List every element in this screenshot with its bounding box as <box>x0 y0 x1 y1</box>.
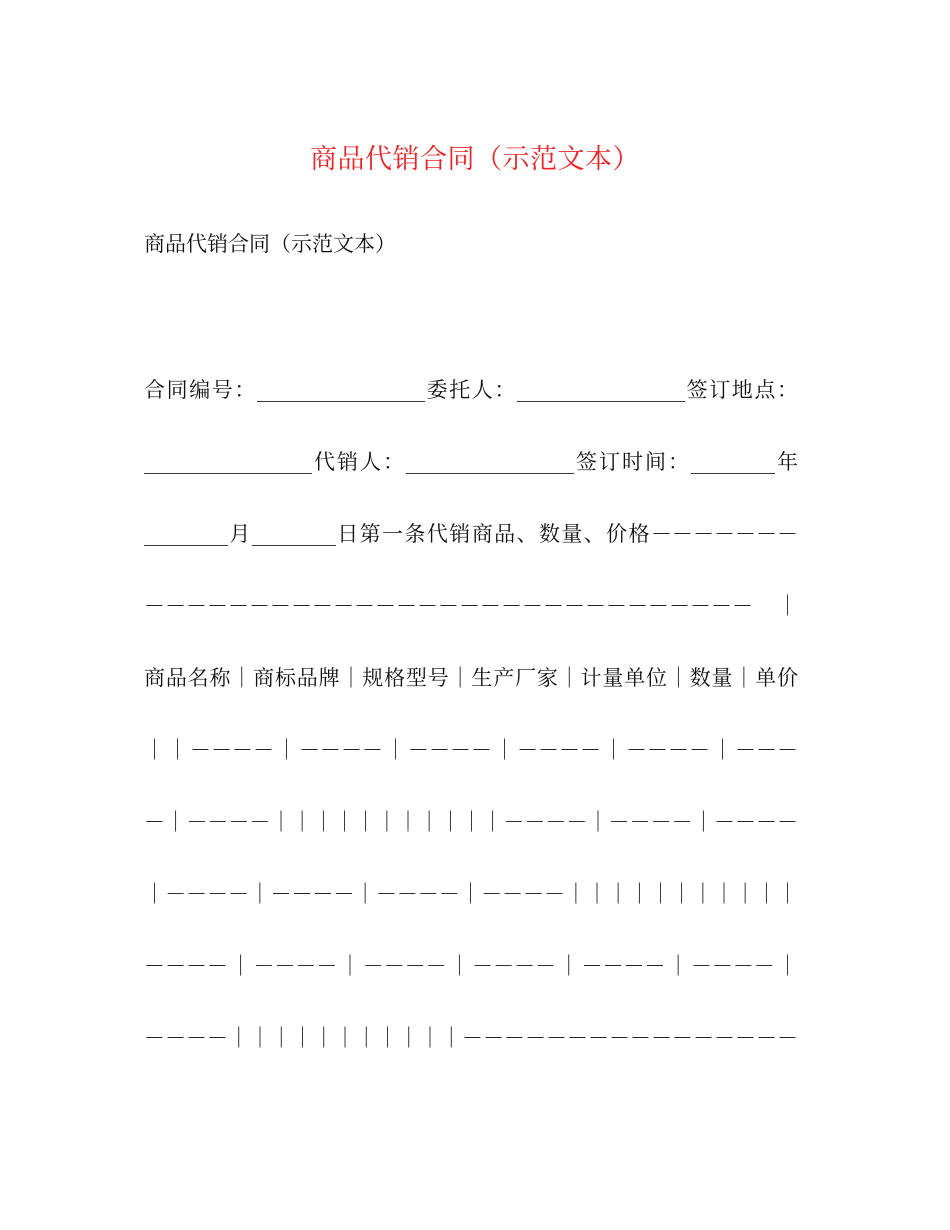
table-header-line: 商品名称｜商标品牌｜规格型号｜生产厂家｜计量单位｜数量｜单价 <box>144 666 798 690</box>
table-border-line: －｜－－－－｜｜｜｜｜｜｜｜｜｜｜－－－－｜－－－－｜－－－－ <box>144 810 798 834</box>
table-border-line: －－－－－－－－－－－－－－－－－－－－－－－－－－－－－｜ <box>144 594 798 618</box>
contract-body <box>144 372 798 1092</box>
document-title: 商品代销合同（示范文本） <box>310 144 640 175</box>
contract-line-info: ________________代销人：________________签订时间：________年 <box>144 450 798 474</box>
table-border-line: －－－－｜｜｜｜｜｜｜｜｜｜｜－－－－－－－－－－－－－－－－ <box>144 1026 798 1050</box>
contract-line-article-1: ________月________日第一条代销商品、数量、价格－－－－－－－ <box>144 522 798 546</box>
table-border-line: ｜－－－－｜－－－－｜－－－－｜－－－－｜｜｜｜｜｜｜｜｜｜｜ <box>144 882 798 906</box>
table-border-line: －－－－｜－－－－｜－－－－｜－－－－｜－－－－｜－－－－｜ <box>144 954 798 978</box>
table-border-line: ｜｜－－－－｜－－－－｜－－－－｜－－－－｜－－－－｜－－－ <box>144 738 798 762</box>
contract-line-info: 合同编号：________________委托人：________________签订地点： <box>144 378 798 402</box>
document-subtitle: 商品代销合同（示范文本） <box>144 232 396 256</box>
